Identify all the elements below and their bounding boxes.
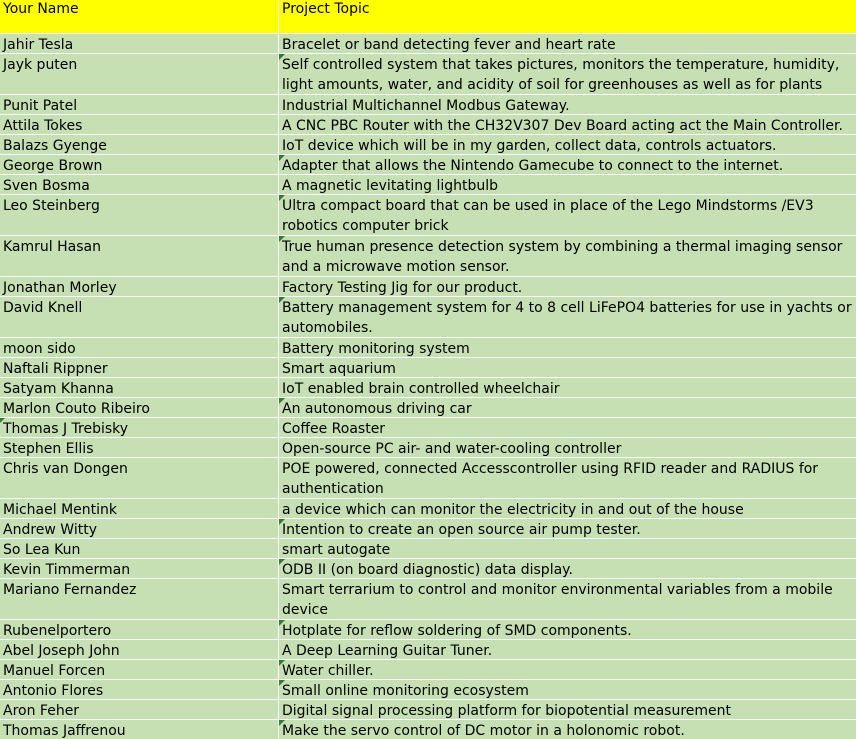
topic-cell[interactable]: A magnetic levitating lightbulb — [282, 178, 499, 194]
topic-cell[interactable]: Hotplate for reflow soldering of SMD components. — [279, 620, 856, 639]
name-cell[interactable]: Antonio Flores — [0, 680, 279, 699]
name-cell[interactable]: Kamrul Hasan — [0, 236, 279, 276]
name-cell[interactable]: Leo Steinberg — [0, 195, 279, 235]
table-row — [0, 499, 856, 519]
name-cell[interactable]: Naftali Rippner — [0, 358, 279, 377]
topic-cell[interactable]: Adapter that allows the Nintendo Gamecube to connect to the internet. — [279, 155, 856, 174]
header-row — [0, 0, 856, 34]
table-row — [0, 135, 856, 155]
name-cell[interactable]: Mariano Fernandez — [0, 579, 279, 619]
name-cell[interactable]: David Knell — [0, 297, 279, 337]
table-row — [0, 338, 856, 358]
name-cell[interactable]: Andrew Witty — [0, 519, 279, 538]
topic-cell[interactable]: True human presence detection system by combining a thermal imaging sensor and a microwave motion sensor. — [279, 236, 856, 276]
name-cell[interactable]: Marlon Couto Ribeiro — [0, 398, 279, 417]
name-cell[interactable]: Sven Bosma — [0, 175, 279, 194]
table-row — [0, 115, 856, 135]
topic-cell[interactable]: IoT device which will be in my garden, collect data, controls actuators. — [282, 138, 777, 154]
table-row — [0, 277, 856, 297]
topic-cell[interactable]: A Deep Learning Guitar Tuner. — [282, 643, 493, 659]
table-row — [0, 358, 856, 378]
topic-cell[interactable]: A CNC PBC Router with the CH32V307 Dev Board acting act the Main Controller. — [282, 118, 843, 134]
topic-cell[interactable]: Self controlled system that takes pictures, monitors the temperature, humidity, light amounts, water, and acidity of soil for greenhouses as well as for plants — [279, 54, 856, 94]
table-row — [0, 539, 856, 559]
table-row — [0, 418, 856, 438]
table-row — [0, 95, 856, 115]
table-row — [0, 34, 856, 54]
table-row — [0, 579, 856, 620]
name-cell[interactable]: Jahir Tesla — [0, 34, 279, 53]
name-cell[interactable]: Punit Patel — [0, 95, 279, 114]
table-row — [0, 297, 856, 338]
topic-cell[interactable]: Small online monitoring ecosystem — [279, 680, 856, 699]
name-cell[interactable]: Jonathan Morley — [0, 277, 279, 296]
name-cell[interactable]: moon sido — [0, 338, 279, 357]
name-cell[interactable]: Manuel Forcen — [0, 660, 279, 679]
topic-cell[interactable]: a device which can monitor the electricity in and out of the house — [282, 502, 744, 518]
name-cell[interactable]: Michael Mentink — [0, 499, 279, 518]
topic-cell[interactable]: Make the servo control of DC motor in a holonomic robot. — [279, 720, 856, 739]
name-cell[interactable]: So Lea Kun — [0, 539, 279, 558]
name-cell[interactable]: Aron Feher — [0, 700, 279, 719]
topic-cell[interactable]: Digital signal processing platform for biopotential measurement — [282, 703, 731, 719]
table-row — [0, 680, 856, 700]
topic-cell[interactable]: smart autogate — [282, 542, 391, 558]
name-cell[interactable]: Abel Joseph John — [0, 640, 279, 659]
topic-cell[interactable]: ODB II (on board diagnostic) data display. — [279, 559, 856, 578]
topic-cell[interactable]: Industrial Multichannel Modbus Gateway. — [282, 98, 570, 114]
name-cell[interactable]: Chris van Dongen — [0, 458, 279, 498]
table-row — [0, 438, 856, 458]
name-cell[interactable]: Rubenelportero — [0, 620, 279, 639]
topic-cell[interactable]: Factory Testing Jig for our product. — [282, 280, 523, 296]
topic-cell[interactable]: Smart terrarium to control and monitor environmental variables from a mobile device — [282, 582, 833, 618]
table-row — [0, 195, 856, 236]
topic-cell[interactable]: Battery management system for 4 to 8 cell LiFePO4 batteries for use in yachts or automobiles. — [279, 297, 856, 337]
table-row — [0, 660, 856, 680]
topic-cell[interactable]: Open-source PC air- and water-cooling controller — [282, 441, 622, 457]
topic-cell[interactable]: Water chiller. — [279, 660, 856, 679]
table-row — [0, 720, 856, 739]
topic-cell[interactable]: Smart aquarium — [282, 361, 396, 377]
table-row — [0, 175, 856, 195]
table-body — [0, 34, 856, 739]
topic-cell[interactable]: POE powered, connected Accesscontroller using RFID reader and RADIUS for authentication — [282, 461, 819, 497]
table-row — [0, 640, 856, 660]
table-row — [0, 155, 856, 175]
table-row — [0, 458, 856, 499]
name-cell[interactable]: Stephen Ellis — [0, 438, 279, 457]
name-cell[interactable]: Balazs Gyenge — [0, 135, 279, 154]
topic-cell[interactable]: Coffee Roaster — [282, 421, 386, 437]
topic-cell[interactable]: Bracelet or band detecting fever and heart rate — [282, 37, 616, 53]
table-row — [0, 236, 856, 277]
name-cell[interactable]: Attila Tokes — [0, 115, 279, 134]
name-cell[interactable]: Satyam Khanna — [0, 378, 279, 397]
name-cell[interactable]: Thomas Jaffrenou — [0, 720, 279, 739]
topic-cell[interactable]: IoT enabled brain controlled wheelchair — [282, 381, 560, 397]
table-row — [0, 519, 856, 539]
topic-cell[interactable]: An autonomous driving car — [279, 398, 856, 417]
table-row — [0, 378, 856, 398]
name-cell[interactable]: George Brown — [0, 155, 279, 174]
table-row — [0, 398, 856, 418]
name-cell[interactable]: Jayk puten — [0, 54, 279, 94]
topic-cell[interactable]: Ultra compact board that can be used in place of the Lego Mindstorms /EV3 robotics computer brick — [279, 195, 856, 235]
name-cell[interactable]: Thomas J Trebisky — [0, 418, 279, 437]
table-row — [0, 700, 856, 720]
table-row — [0, 559, 856, 579]
name-cell[interactable]: Kevin Timmerman — [0, 559, 279, 578]
table-row — [0, 54, 856, 95]
header-project-topic[interactable]: Project Topic — [282, 1, 370, 17]
header-your-name[interactable]: Your Name — [0, 0, 279, 33]
table-row — [0, 620, 856, 640]
topic-cell[interactable]: Battery monitoring system — [282, 341, 470, 357]
topic-cell[interactable]: Intention to create an open source air pump tester. — [279, 519, 856, 538]
